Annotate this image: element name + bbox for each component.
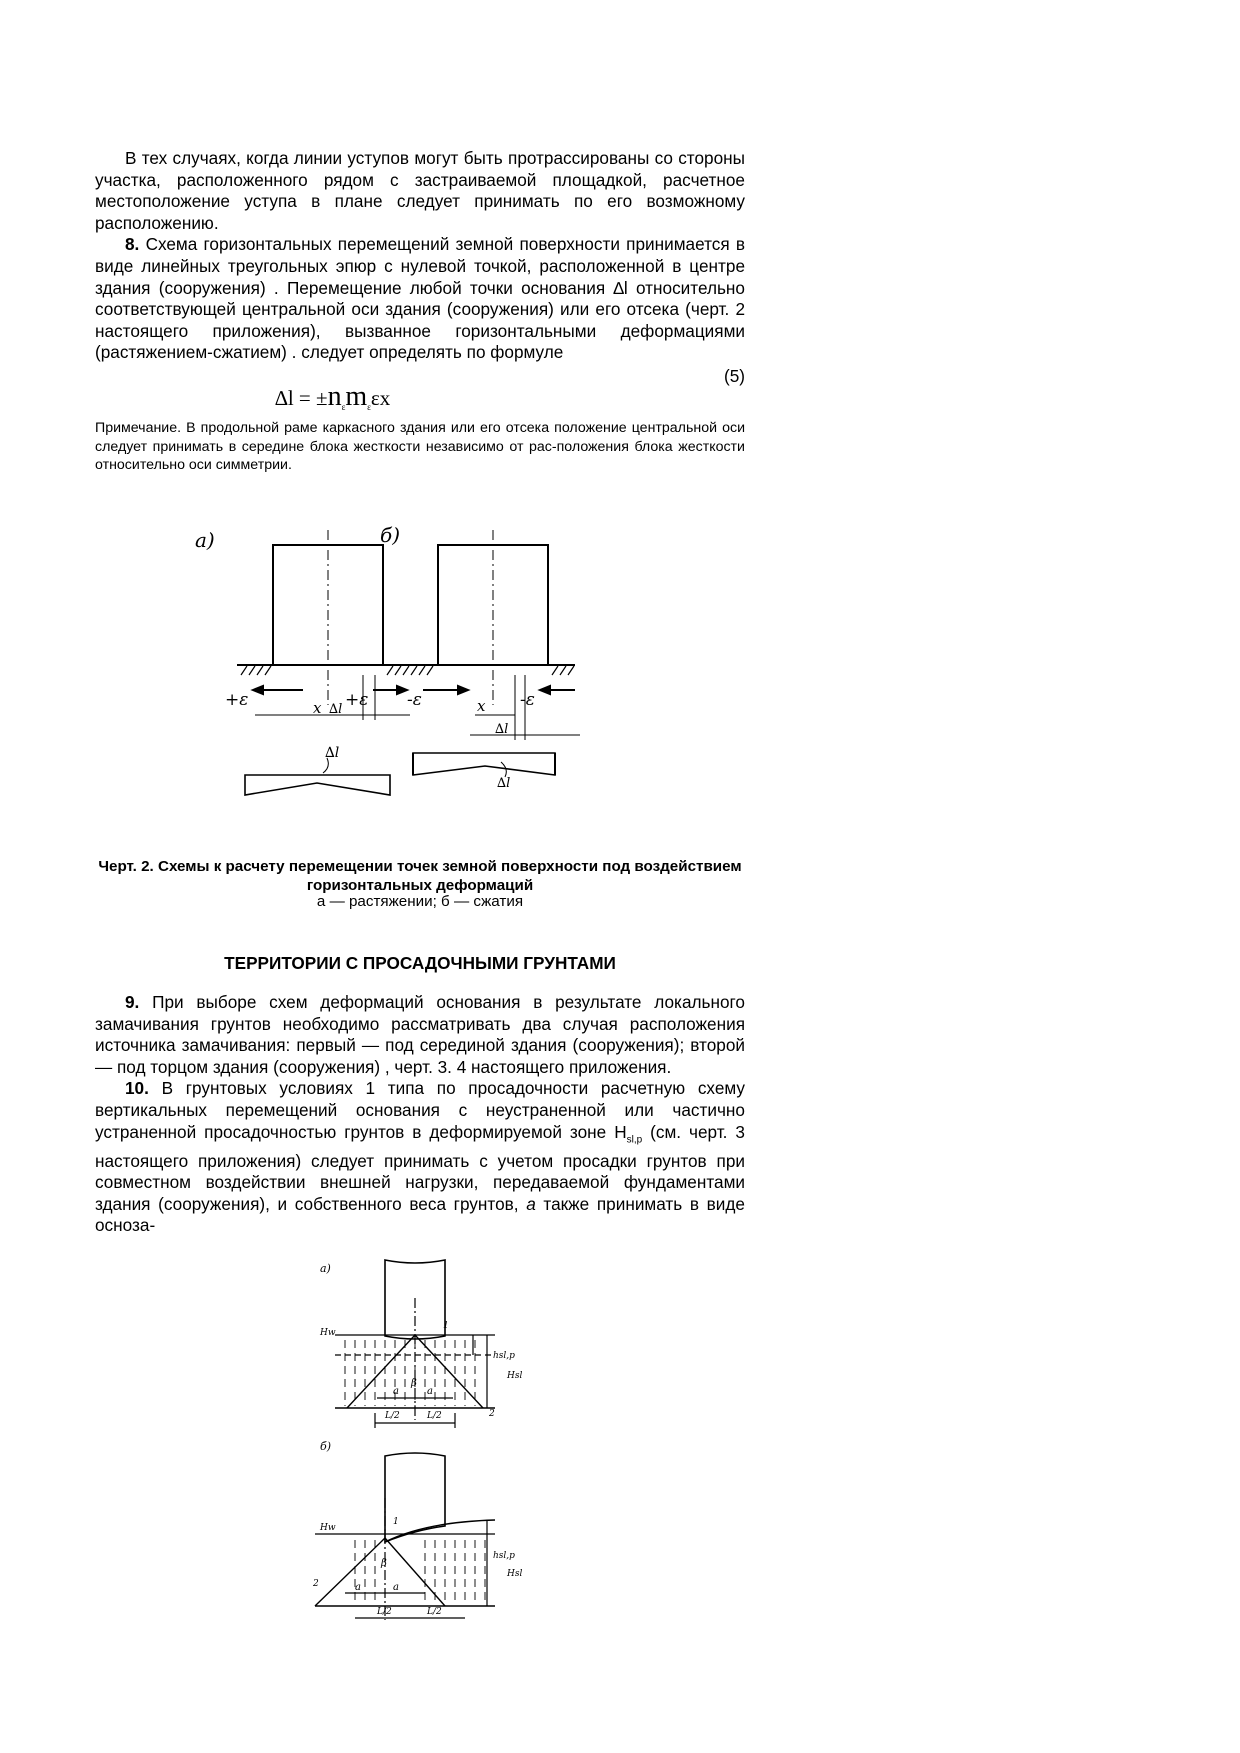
text-block-bottom <box>95 992 745 1237</box>
hatching-a <box>345 1340 475 1406</box>
hslp-subscript: sl,p <box>626 1134 643 1145</box>
a-label-a2: a <box>427 1386 433 1397</box>
text-block-top <box>95 148 745 475</box>
l2-label-a1: L/2 <box>385 1411 400 1421</box>
a-label-a1: a <box>393 1386 399 1397</box>
item-number-10: 10. <box>125 1078 149 1099</box>
x-label-b: x <box>477 697 486 715</box>
dl-epure-b: ∆l <box>497 776 511 791</box>
paragraph-10-italic-a: а <box>526 1193 536 1214</box>
figure-subsidence-schemes <box>315 1258 555 1628</box>
a-label-b2: a <box>393 1582 399 1593</box>
figure-caption-sub: а — растяжении; б — сжатия <box>316 893 524 910</box>
hw-label-b: Hw <box>320 1523 336 1533</box>
paragraph-8 <box>95 234 745 364</box>
formula-tail: εx <box>370 385 391 410</box>
formula-m-sub: ε <box>367 402 371 413</box>
building-scheme-b <box>385 1453 445 1542</box>
hatching-b <box>355 1540 485 1604</box>
label-2-b: 2 <box>313 1579 319 1589</box>
dl-epure-a: ∆l <box>325 745 340 761</box>
figure-caption-title: Черт. 2. Схемы к расчету перемещении точек земной поверхности под воздействием горизонтальных деформаций <box>98 858 742 894</box>
dl-label-a: ∆l <box>329 702 343 717</box>
hslp-label-a: hsl,p <box>493 1351 515 1361</box>
equation-number: (5) <box>723 365 745 386</box>
paragraph-10 <box>95 1078 745 1237</box>
paragraph-10-text-d: также принимать в виде осноза- <box>95 1193 745 1236</box>
fig2-label-b: б) <box>320 1440 332 1453</box>
formula-m: m <box>345 380 368 412</box>
l2-label-a2: L/2 <box>427 1411 442 1421</box>
paragraph-10-text-b: (см. черт. 3 настоящего приложения) следует принимать с учетом просадки грунтов при совместном воздействии внешней нагрузки, передаваемой фундаментами здания (сооружения), и собственного веса грунтов, <box>95 1121 745 1214</box>
arrows-b <box>423 686 575 694</box>
a-label-b1: a <box>355 1582 361 1593</box>
x-label-a: x <box>313 699 322 717</box>
hslp-label-b: hsl,p <box>493 1551 515 1561</box>
label-2-a: 2 <box>489 1409 495 1419</box>
ground-hatching <box>241 666 574 675</box>
paragraph-8-text: Схема горизонтальных перемещений земной поверхности принимается в виде линейных треугольных эпюр с нулевой точкой, расположенной в центре здания (сооружения) . Перемещение любой точки основания ∆l относительно соответствующей центральной оси здания (сооружения) или его отсека (черт. 2 настоящего приложения), вызванное горизонтальными деформациями (растяжением-сжатием) . следует определять по формуле <box>95 234 745 363</box>
hsl-label-a: Hsl <box>507 1371 523 1381</box>
hsl-label-b: Hsl <box>507 1569 523 1579</box>
beta-a: β <box>411 1378 417 1389</box>
hw-label-a: Hw <box>320 1328 336 1338</box>
l2-label-b1: L/2 <box>377 1607 392 1617</box>
label-1-a: 1 <box>443 1321 449 1331</box>
note: Примечание. В продольной раме каркасного здания или его отсека положение центральной оси следует принимать в середине блока жесткости независимо от рас-положения блока жесткости относительно оси симметрии. <box>95 419 745 474</box>
epure-b <box>413 753 555 775</box>
beta-b: β <box>381 1558 387 1569</box>
minus-eps-left: -ε <box>407 690 422 710</box>
paragraph-9-text: При выборе схем деформаций основания в результате локального замачивания грунтов необходимо рассматривать два случая расположения источника замачивания: первый — под серединой здания (сооружения); второй — под торцом здания (сооружения) , черт. 3. 4 настоящего приложения. <box>95 992 745 1077</box>
formula-n-sub: ε <box>341 402 346 413</box>
minus-eps-right: -ε <box>520 690 535 710</box>
fig1-label-a: а) <box>195 528 215 552</box>
arrows-a <box>253 686 407 694</box>
formula-n: n <box>327 380 342 412</box>
l2-label-b2: L/2 <box>427 1607 442 1617</box>
item-number-9: 9. <box>125 992 140 1012</box>
plus-eps-right: +ε <box>345 690 369 710</box>
paragraph-10-text-a: В грунтовых условиях 1 типа по просадочности расчетную схему вертикальных перемещений основания с неустраненной или частично устраненной просадочностью грунтов в деформируемой зоне H <box>95 1078 745 1142</box>
figure-horizontal-displacements <box>195 523 625 845</box>
paragraph-9 <box>95 992 745 1078</box>
label-1-b: 1 <box>393 1517 399 1527</box>
formula-5 <box>275 381 745 411</box>
item-number: 8. <box>125 234 140 255</box>
paragraph-1: В тех случаях, когда линии уступов могут быть протрассированы со стороны участка, расположенного рядом с застраиваемой площадкой, расчетное местоположение уступа в плане следует принимать по его возможному расположению. <box>95 148 745 233</box>
fig1-label-b: б) <box>380 523 401 547</box>
plus-eps-left: +ε <box>225 690 249 710</box>
fig2-label-a: а) <box>320 1262 331 1275</box>
formula-lhs: ∆l = ± <box>275 385 328 410</box>
section-heading: ТЕРРИТОРИИ С ПРОСАДОЧНЫМИ ГРУНТАМИ <box>224 953 616 973</box>
epure-a <box>245 775 390 795</box>
dl-label-b: ∆l <box>495 722 509 737</box>
